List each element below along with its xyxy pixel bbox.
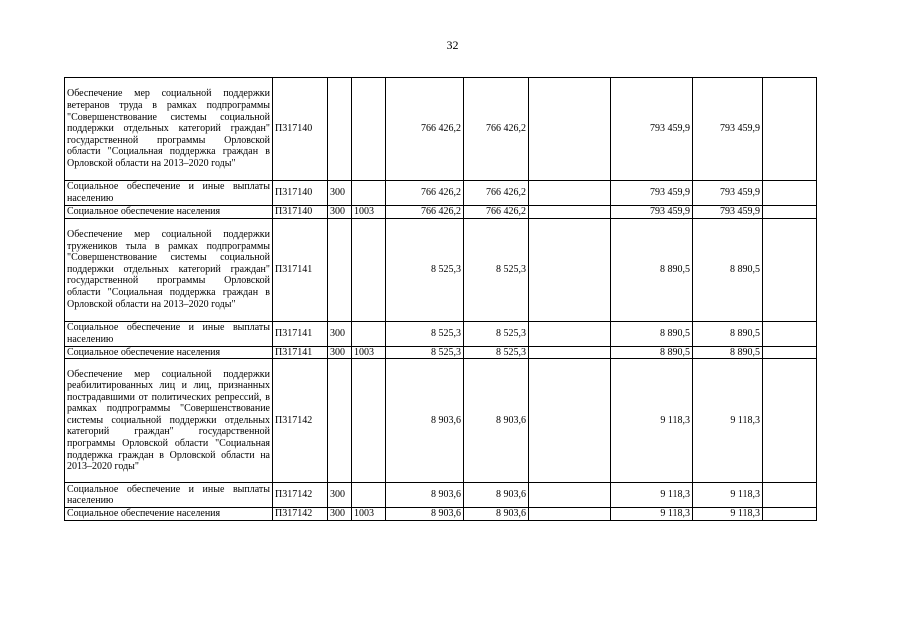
amount-6: [763, 218, 817, 321]
section-code: [352, 483, 386, 508]
amount-2: 8 903,6: [464, 508, 529, 521]
row-name: Социальное обеспечение и иные выплаты населению: [65, 321, 273, 346]
target-code: П317141: [273, 218, 328, 321]
target-code: П317141: [273, 321, 328, 346]
amount-3: [529, 78, 611, 181]
amount-3: [529, 181, 611, 206]
table-row: [65, 78, 817, 181]
amount-3: [529, 346, 611, 359]
table-row: [65, 483, 817, 508]
amount-2: 766 426,2: [464, 206, 529, 219]
amount-5: 793 459,9: [693, 78, 763, 181]
row-name: Обеспечение мер социальной поддержки ветеранов труда в рамках подпрограммы "Совершенствование системы социальной поддержки отдельных категорий граждан" государственной программы Орловской области "Социальная поддержка граждан в Орловской области на 2013–2020 годы": [65, 78, 273, 181]
row-name: Социальное обеспечение и иные выплаты населению: [65, 181, 273, 206]
amount-2: 8 903,6: [464, 483, 529, 508]
amount-5: 793 459,9: [693, 181, 763, 206]
amount-1: 8 903,6: [386, 508, 464, 521]
expense-group: 300: [328, 206, 352, 219]
expense-group: 300: [328, 321, 352, 346]
amount-2: 8 903,6: [464, 359, 529, 483]
table-row: [65, 321, 817, 346]
amount-2: 8 525,3: [464, 218, 529, 321]
section-code: [352, 218, 386, 321]
target-code: П317140: [273, 78, 328, 181]
amount-1: 8 525,3: [386, 321, 464, 346]
amount-2: 766 426,2: [464, 78, 529, 181]
table-row: [65, 206, 817, 219]
amount-3: [529, 359, 611, 483]
amount-1: 766 426,2: [386, 181, 464, 206]
expense-group: 300: [328, 508, 352, 521]
amount-5: 8 890,5: [693, 321, 763, 346]
amount-6: [763, 321, 817, 346]
amount-6: [763, 508, 817, 521]
section-code: 1003: [352, 346, 386, 359]
amount-4: 9 118,3: [611, 483, 693, 508]
amount-2: 8 525,3: [464, 346, 529, 359]
amount-2: 766 426,2: [464, 181, 529, 206]
amount-5: 9 118,3: [693, 359, 763, 483]
amount-6: [763, 78, 817, 181]
amount-6: [763, 206, 817, 219]
row-name: Социальное обеспечение населения: [65, 346, 273, 359]
expense-group: 300: [328, 346, 352, 359]
amount-4: 793 459,9: [611, 78, 693, 181]
section-code: 1003: [352, 508, 386, 521]
target-code: П317142: [273, 483, 328, 508]
expense-group: [328, 359, 352, 483]
amount-2: 8 525,3: [464, 321, 529, 346]
table-row: [65, 346, 817, 359]
amount-5: 8 890,5: [693, 346, 763, 359]
amount-1: 766 426,2: [386, 78, 464, 181]
section-code: [352, 321, 386, 346]
table-row: [65, 359, 817, 483]
row-name: Социальное обеспечение и иные выплаты населению: [65, 483, 273, 508]
amount-5: 9 118,3: [693, 508, 763, 521]
amount-4: 8 890,5: [611, 346, 693, 359]
page-number: 32: [446, 38, 459, 52]
section-code: [352, 359, 386, 483]
section-code: 1003: [352, 206, 386, 219]
amount-6: [763, 483, 817, 508]
budget-table: [64, 77, 817, 521]
section-code: [352, 78, 386, 181]
amount-5: 8 890,5: [693, 218, 763, 321]
amount-3: [529, 508, 611, 521]
amount-5: 793 459,9: [693, 206, 763, 219]
table-row: [65, 508, 817, 521]
row-name: Обеспечение мер социальной поддержки реабилитированных лиц и лиц, признанных пострадавшими от политических репрессий, в рамках подпрограммы "Совершенствование системы социальной поддержки отдельных категорий граждан" государственной программы Орловской области "Социальная поддержка граждан в Орловской области на 2013–2020 годы": [65, 359, 273, 483]
amount-6: [763, 359, 817, 483]
row-name: Социальное обеспечение населения: [65, 206, 273, 219]
target-code: П317142: [273, 508, 328, 521]
amount-4: 8 890,5: [611, 321, 693, 346]
target-code: П317140: [273, 181, 328, 206]
amount-4: 793 459,9: [611, 206, 693, 219]
amount-3: [529, 218, 611, 321]
table-row: [65, 181, 817, 206]
expense-group: 300: [328, 483, 352, 508]
amount-1: 8 525,3: [386, 346, 464, 359]
amount-6: [763, 346, 817, 359]
amount-3: [529, 206, 611, 219]
amount-4: 793 459,9: [611, 181, 693, 206]
expense-group: [328, 218, 352, 321]
target-code: П317140: [273, 206, 328, 219]
amount-6: [763, 181, 817, 206]
target-code: П317141: [273, 346, 328, 359]
amount-4: 8 890,5: [611, 218, 693, 321]
amount-3: [529, 321, 611, 346]
amount-1: 8 903,6: [386, 483, 464, 508]
amount-5: 9 118,3: [693, 483, 763, 508]
target-code: П317142: [273, 359, 328, 483]
amount-4: 9 118,3: [611, 508, 693, 521]
row-name: Обеспечение мер социальной поддержки тружеников тыла в рамках подпрограммы "Совершенствование системы социальной поддержки отдельных категорий граждан" государственной программы Орловской области "Социальная поддержка граждан в Орловской области на 2013–2020 годы": [65, 218, 273, 321]
table-row: [65, 218, 817, 321]
section-code: [352, 181, 386, 206]
amount-4: 9 118,3: [611, 359, 693, 483]
amount-1: 766 426,2: [386, 206, 464, 219]
expense-group: 300: [328, 181, 352, 206]
amount-1: 8 903,6: [386, 359, 464, 483]
row-name: Социальное обеспечение населения: [65, 508, 273, 521]
expense-group: [328, 78, 352, 181]
amount-1: 8 525,3: [386, 218, 464, 321]
amount-3: [529, 483, 611, 508]
